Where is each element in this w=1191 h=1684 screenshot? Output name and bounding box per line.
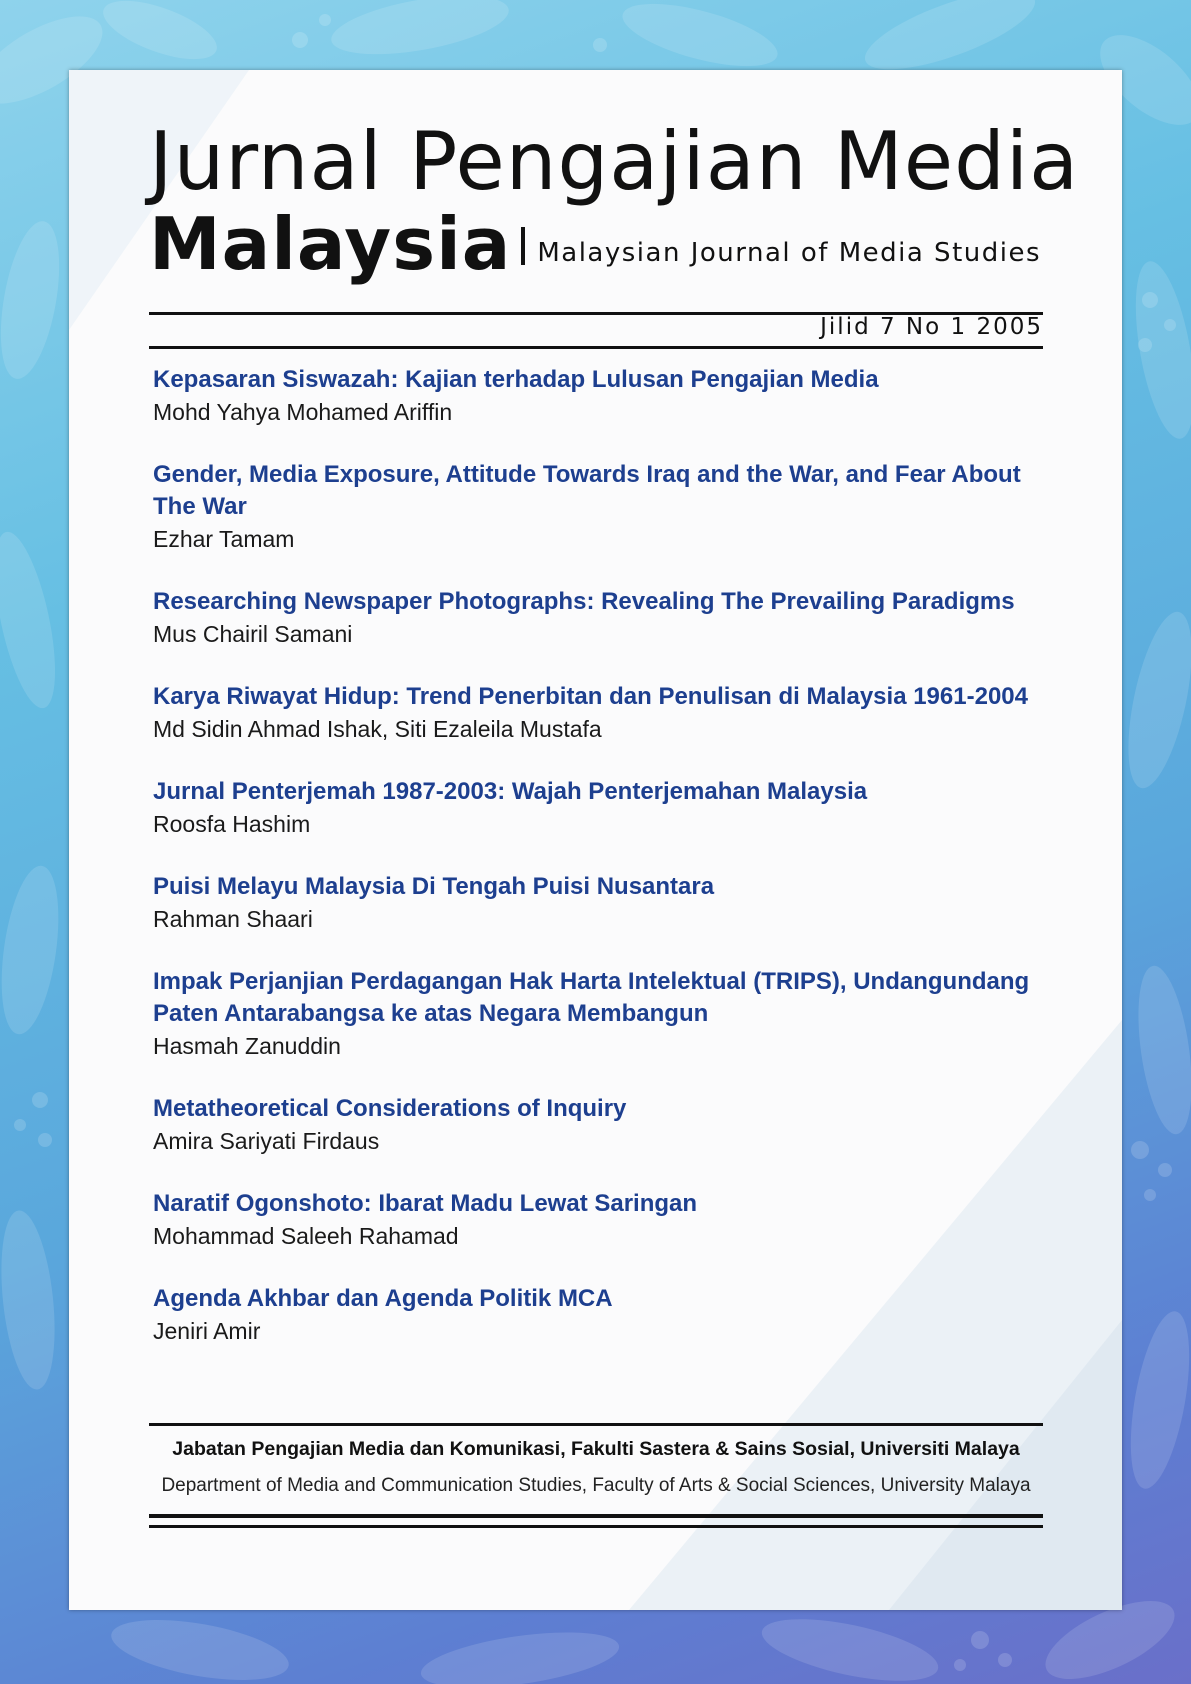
article-author: Md Sidin Ahmad Ishak, Siti Ezaleila Mustafa <box>153 716 602 742</box>
article-title: Karya Riwayat Hidup: Trend Penerbitan dan Penulisan di Malaysia 1961-2004 <box>153 683 1028 710</box>
title-divider <box>521 227 525 265</box>
table-of-contents <box>153 364 1043 1378</box>
list-item <box>153 364 1043 428</box>
article-author: Rahman Shaari <box>153 906 313 932</box>
article-author: Jeniri Amir <box>153 1318 261 1344</box>
article-author: Mohd Yahya Mohamed Ariffin <box>153 399 453 425</box>
article-title: Researching Newspaper Photographs: Revealing The Prevailing Paradigms <box>153 588 1015 615</box>
journal-title-line2-row <box>149 202 1042 286</box>
cover-card <box>69 70 1122 1610</box>
article-author: Amira Sariyati Firdaus <box>153 1128 380 1154</box>
article-author: Mohammad Saleeh Rahamad <box>153 1223 459 1249</box>
article-author: Ezhar Tamam <box>153 526 295 552</box>
article-author: Mus Chairil Samani <box>153 621 353 647</box>
list-item <box>153 1283 1043 1347</box>
list-item <box>153 776 1043 840</box>
footer-rule-top <box>149 1423 1043 1426</box>
list-item <box>153 681 1043 745</box>
article-author: Roosfa Hashim <box>153 811 311 837</box>
list-item <box>153 586 1043 650</box>
article-author: Hasmah Zanuddin <box>153 1033 341 1059</box>
article-title: Impak Perjanjian Perdagangan Hak Harta Intelektual (TRIPS), Undangundang Paten Antarabangsa ke atas Negara Membangun <box>153 968 1030 1027</box>
list-item <box>153 1188 1043 1252</box>
article-title: Kepasaran Siswazah: Kajian terhadap Lulusan Pengajian Media <box>153 366 879 393</box>
header-rule-bottom <box>149 346 1043 349</box>
list-item <box>153 459 1043 555</box>
journal-title-line1: Jurnal Pengajian Media <box>149 115 1080 208</box>
list-item <box>153 1093 1043 1157</box>
article-title: Naratif Ogonshoto: Ibarat Madu Lewat Saringan <box>153 1190 698 1217</box>
article-title: Agenda Akhbar dan Agenda Politik MCA <box>153 1285 613 1312</box>
issue-label: Jilid 7 No 1 2005 <box>820 314 1043 340</box>
article-title: Puisi Melayu Malaysia Di Tengah Puisi Nusantara <box>153 873 715 900</box>
article-title: Metatheoretical Considerations of Inquiry <box>153 1095 627 1122</box>
department-name-malay: Jabatan Pengajian Media dan Komunikasi, Fakulti Sastera & Sains Sosial, Universiti Malaya <box>172 1438 1020 1460</box>
article-title: Gender, Media Exposure, Attitude Towards Iraq and the War, and Fear About The War <box>153 461 1021 520</box>
footer-rule-double-bottom <box>149 1525 1043 1528</box>
list-item <box>153 871 1043 935</box>
footer-rule-double-top <box>149 1514 1043 1518</box>
list-item <box>153 966 1043 1062</box>
department-name-english: Department of Media and Communication Studies, Faculty of Arts & Social Sciences, University Malaya <box>161 1475 1031 1496</box>
journal-title-line2: Malaysia <box>149 202 512 286</box>
article-title: Jurnal Penterjemah 1987-2003: Wajah Penterjemahan Malaysia <box>153 778 868 805</box>
journal-subtitle: Malaysian Journal of Media Studies <box>537 238 1042 268</box>
